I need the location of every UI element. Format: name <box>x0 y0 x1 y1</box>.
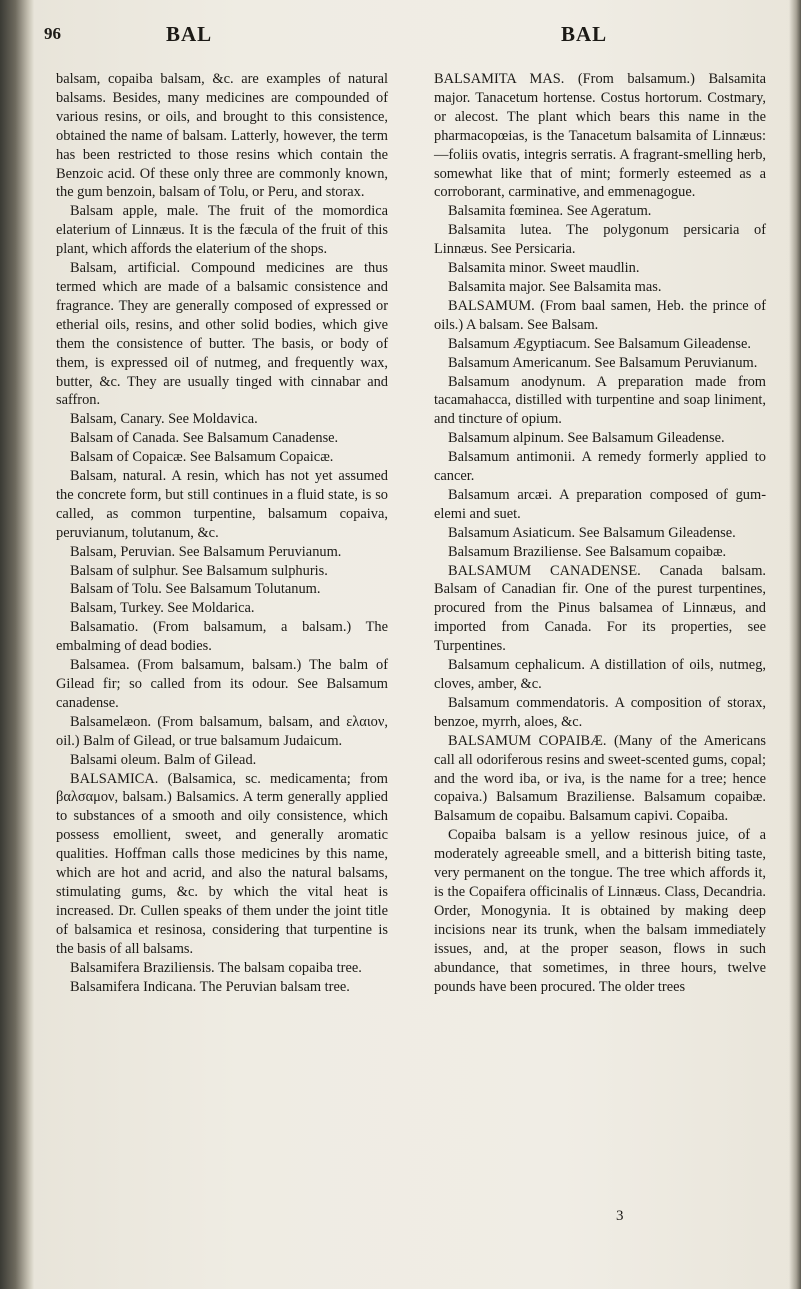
entry-balsamea: Balsamea. (From balsamum, balsam.) The balm of Gilead fir; so called from its odour. See Balsamum canadense. <box>56 657 388 711</box>
entry-balsamifera-braziliensis: Balsamifera Braziliensis. The balsam copaiba tree. <box>70 959 362 976</box>
entry-balsamum-cephalicum: Balsamum cephalicum. A distillation of oils, nutmeg, cloves, amber, &c. <box>434 657 766 692</box>
entry-balsamum-canadense: BALSAMUM CANADENSE. Canada balsam. Balsam of Canadian fir. One of the purest turpentines, procured from the Pinus balsamea of Linnæus, and imported from Canada. For its properties, see Turpentines. <box>434 562 766 655</box>
entry-balsam-canary: Balsam, Canary. See Moldavica. <box>70 411 258 428</box>
left-column <box>56 70 388 996</box>
signature-mark: 3 <box>616 1208 624 1224</box>
entry-balsamita-mas: BALSAMITA MAS. (From balsamum.) Balsamita major. Tanacetum hortense. Costus hortorum. Costmary, or alecost. The plant which bears this name in the pharmacopœias, is the Tanacetum balsamita of Linnæus:—foliis ovatis, integris serratis. A fragrant-smelling herb, somewhat like that of mint; formerly esteemed as a corroborant, carminative, and emmenagogue. <box>434 71 766 201</box>
entry-balsamum-copaibae: BALSAMUM COPAIBÆ. (Many of the Americans call all odoriferous resins and sweet-scented gums, copal; and the word iba, or iva, is the name for a tree; hence copaiva.) Balsamum Braziliense. Balsamum copaibæ. Balsamum de copaibu. Balsamum capivi. Copaiba. <box>434 732 766 825</box>
entry-balsamita-lutea: Balsamita lutea. The polygonum persicaria of Linnæus. See Persicaria. <box>434 222 766 258</box>
entry-balsam-peruvian: Balsam, Peruvian. See Balsamum Peruvianum. <box>70 543 342 560</box>
running-header <box>0 20 801 60</box>
page-number: 96 <box>44 24 61 43</box>
entry-balsamum-anodynum: Balsamum anodynum. A preparation made from tacamahacca, distilled with turpentine and soap liniment, and tincture of opium. <box>434 373 766 428</box>
entry-balsam-artificial: Balsam, artificial. Compound medicines are thus termed which are made of a balsamic consistence and fragrance. They are generally composed of expressed or etherial oils, resins, and other solid bodies, which give them the consistence of butter. The basis, or body of them, is expressed oil of nutmeg, and frequently wax, butter, &c. They are usually tinged with cinnabar and saffron. <box>56 260 388 409</box>
entry-balsamum-arcaei: Balsamum arcæi. A preparation composed of gum-elemi and suet. <box>434 486 766 522</box>
entry-balsam-apple: Balsam apple, male. The fruit of the momordica elaterium of Linnæus. It is the fæcula of the fruit of this plant, which affords the elaterium of the shops. <box>56 203 388 258</box>
entry-balsamatio: Balsamatio. (From balsamum, a balsam.) The embalming of dead bodies. <box>56 619 388 655</box>
entry-copaiba-description: Copaiba balsam is a yellow resinous juice, of a moderately agreeable smell, and a bitterish biting taste, very permanent on the tongue. The tree which affords it, is the Copaifera officinalis of Linnæus. Class, Decandria. Order, Monogynia. It is obtained by making deep incisions near its trunk, when the balsam immediately issues, and, at the proper season, flows in such abundance, that sometimes, in three hours, twelve pounds have been procured. The older trees <box>434 827 766 995</box>
entry-balsamifera-indicana: Balsamifera Indicana. The Peruvian balsam tree. <box>70 978 350 995</box>
entry-balsam-continued: balsam, copaiba balsam, &c. are examples of natural balsams. Besides, many medicines are compounded of various resins, or oils, and brought to this consistence, obtained the name of balsam. Latterly, however, the term has been restricted to those resins which contain the Benzoic acid. Of these only three are commonly known, the gum benzoin, balsam of Tolu, or Peru, and storax. <box>56 71 388 201</box>
entry-balsamita-major: Balsamita major. See Balsamita mas. <box>448 278 662 295</box>
entry-balsamum-asiaticum: Balsamum Asiaticum. See Balsamum Gileadense. <box>448 524 736 541</box>
entry-balsamum-aegyptiacum: Balsamum Ægyptiacum. See Balsamum Gileadense. <box>448 335 751 352</box>
entry-balsamita-minor: Balsamita minor. Sweet maudlin. <box>448 260 640 277</box>
entry-balsamum-americanum: Balsamum Americanum. See Balsamum Peruvianum. <box>448 354 758 371</box>
entry-balsamum-braziliense: Balsamum Braziliense. See Balsamum copaibæ. <box>448 543 727 560</box>
entry-balsam-turkey: Balsam, Turkey. See Moldarica. <box>70 600 255 617</box>
entry-balsamum-antimonii: Balsamum antimonii. A remedy formerly applied to cancer. <box>434 449 766 485</box>
book-spine-shadow <box>0 0 34 1289</box>
entry-balsamum-alpinum: Balsamum alpinum. See Balsamum Gileadense. <box>448 430 725 447</box>
right-column <box>434 70 766 996</box>
left-running-head: BAL <box>166 22 213 46</box>
entry-balsamica: BALSAMICA. (Balsamica, sc. medicamenta; from βαλσαμον, balsam.) Balsamics. A term generally applied to substances of a smooth and oily consistence, which possess emollient, sweet, and generally aromatic qualities. Hoffman calls those medicines by this name, which are hot and acrid, and also the natural balsams, stimulating gums, &c. by which the vital heat is increased. Dr. Cullen speaks of them under the joint title of balsamica et resinosa, considering that turpentine is the basis of all balsams. <box>56 770 388 957</box>
right-running-head: BAL <box>561 22 608 46</box>
entry-balsamum: BALSAMUM. (From baal samen, Heb. the prince of oils.) A balsam. See Balsam. <box>434 297 766 333</box>
entry-balsam-of-copaicae: Balsam of Copaicæ. See Balsamum Copaicæ. <box>70 449 334 466</box>
entry-balsami-oleum: Balsami oleum. Balm of Gilead. <box>70 751 257 768</box>
page-edge-shadow <box>789 0 801 1289</box>
entry-balsam-of-canada: Balsam of Canada. See Balsamum Canadense. <box>70 430 339 447</box>
entry-balsamum-commendatoris: Balsamum commendatoris. A composition of storax, benzoe, myrrh, aloes, &c. <box>434 694 766 730</box>
entry-balsam-natural: Balsam, natural. A resin, which has not yet assumed the concrete form, but still continues in a fluid state, is so called, as common turpentine, balsamum copaiva, peruvianum, tolutanum, &c. <box>56 468 388 541</box>
entry-balsam-of-sulphur: Balsam of sulphur. See Balsamum sulphuris. <box>70 562 328 579</box>
entry-balsamelaeon: Balsamelæon. (From balsamum, balsam, and ελαιον, oil.) Balm of Gilead, or true balsamum Judaicum. <box>56 713 388 749</box>
entry-balsam-of-tolu: Balsam of Tolu. See Balsamum Tolutanum. <box>70 581 321 598</box>
entry-balsamita-foeminea: Balsamita fœminea. See Ageratum. <box>448 203 652 220</box>
